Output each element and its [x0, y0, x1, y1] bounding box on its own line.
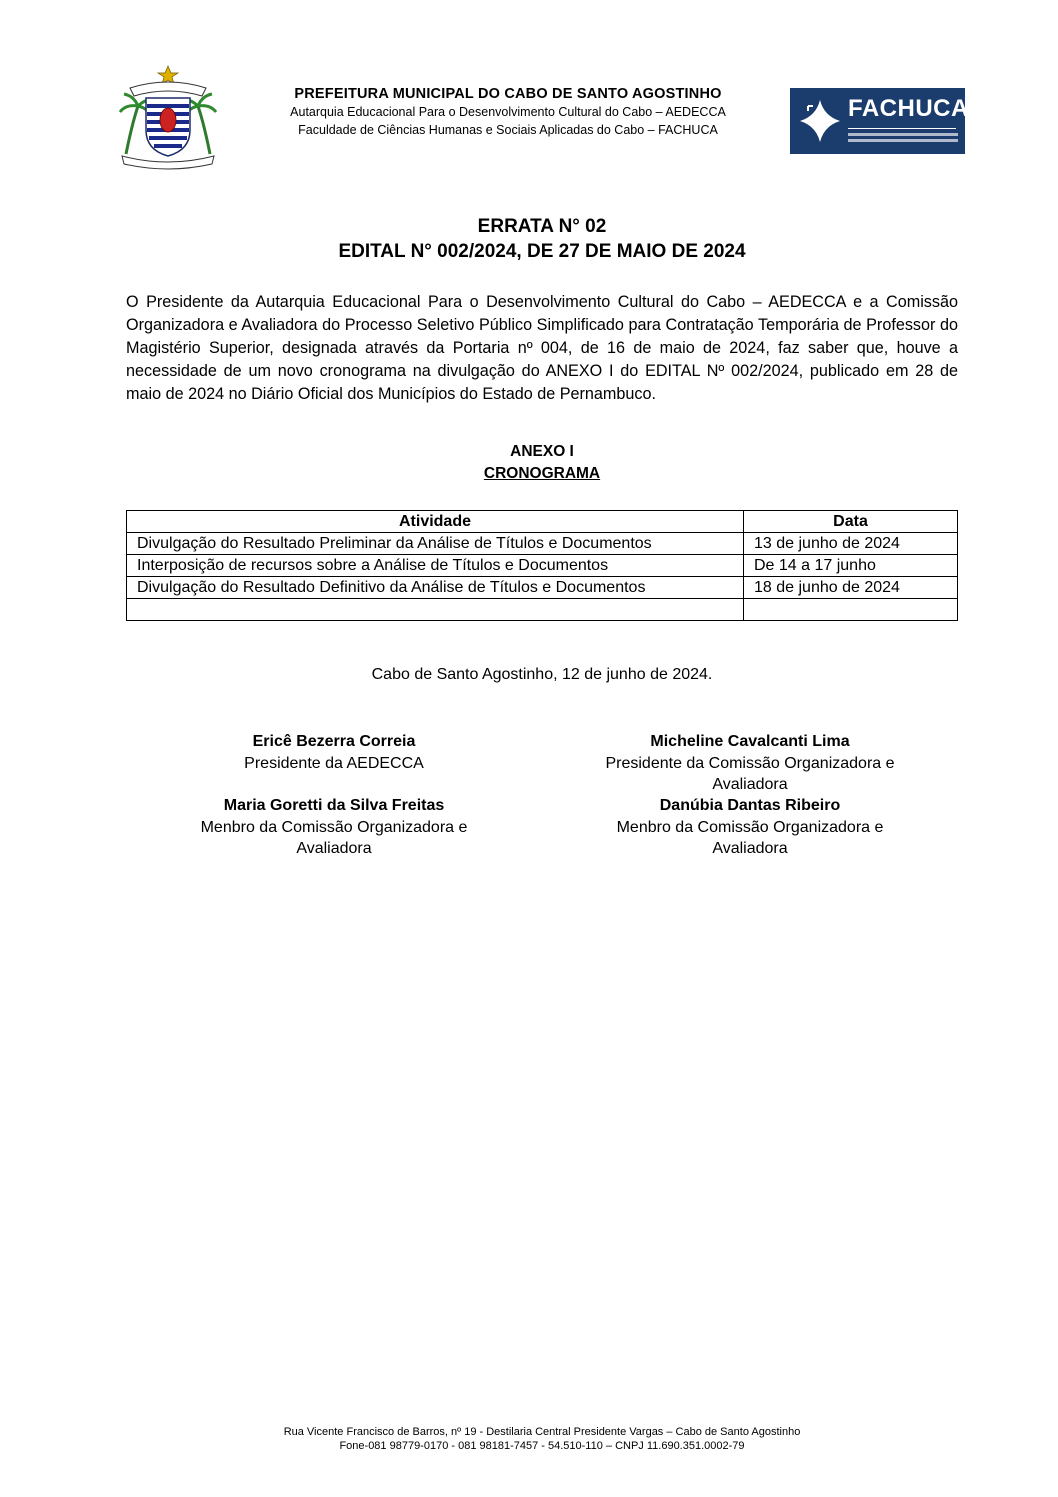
signatory-role: Menbro da Comissão Organizadora e Avaliadora [616, 818, 884, 857]
municipality-title: PREFEITURA MUNICIPAL DO CABO DE SANTO AGOSTINHO [294, 86, 722, 102]
signatory-name: Danúbia Dantas Ribeiro [659, 797, 841, 814]
coat-of-arms-logo [116, 64, 220, 170]
date-cell: 13 de junho de 2024 [744, 533, 958, 555]
activity-cell: Divulgação do Resultado Definitivo da Análise de Títulos e Documentos [127, 577, 744, 599]
activity-cell: Interposição de recursos sobre a Análise de Títulos e Documentos [127, 555, 744, 577]
signatory-name: Micheline Cavalcanti Lima [650, 733, 850, 750]
table-header-row [127, 511, 958, 533]
date-cell [744, 599, 958, 621]
annex-heading [126, 441, 958, 485]
aedecca-line: Autarquia Educacional Para o Desenvolvimento Cultural do Cabo – AEDECCA [290, 105, 726, 119]
letterhead [0, 0, 1058, 190]
fachuca-logo-text: FACHUCA [848, 95, 969, 122]
date-cell: De 14 a 17 junho [744, 555, 958, 577]
edital-title: EDITAL N° 002/2024, DE 27 DE MAIO DE 2024 [338, 241, 746, 262]
column-header-activity: Atividade [127, 511, 744, 533]
signature-block [550, 795, 950, 860]
table-row [127, 599, 958, 621]
star-icon [798, 98, 842, 144]
logo-tagline-line [848, 139, 958, 142]
fachuca-logo [790, 88, 969, 154]
logo-divider [848, 128, 956, 129]
activity-cell [127, 599, 744, 621]
footer [126, 1425, 958, 1453]
place-date: Cabo de Santo Agostinho, 12 de junho de 2024. [371, 666, 713, 683]
signatory-role: Menbro da Comissão Organizadora e Avaliadora [200, 818, 468, 857]
signature-block [550, 731, 950, 796]
schedule-table [126, 510, 958, 621]
annex-title: CRONOGRAMA [483, 465, 601, 482]
signatory-role: Presidente da Comissão Organizadora e Avaliadora [605, 754, 895, 793]
activity-cell: Divulgação do Resultado Preliminar da Análise de Títulos e Documentos [127, 533, 744, 555]
signatory-name: Maria Goretti da Silva Freitas [223, 797, 445, 814]
footer-address: Rua Vicente Francisco de Barros, nº 19 - Destilaria Central Presidente Vargas – Cabo de Santo Agostinho [283, 1426, 801, 1438]
logo-tagline-line [848, 133, 958, 136]
footer-contact: Fone-081 98779-0170 - 081 98181-7457 - 54.510-110 – CNPJ 11.690.351.0002-79 [339, 1440, 745, 1452]
annex-label: ANEXO I [510, 443, 574, 460]
column-header-date: Data [744, 511, 958, 533]
signature-block [134, 795, 534, 860]
date-cell: 18 de junho de 2024 [744, 577, 958, 599]
table-row [127, 555, 958, 577]
document-titles [126, 214, 958, 264]
table-row [127, 533, 958, 555]
body-paragraph: O Presidente da Autarquia Educacional Para o Desenvolvimento Cultural do Cabo – AEDECCA e a Comissão Organizadora e Avaliadora do Processo Seletivo Público Simplificado para Contratação Temporária de Professor do Magistério Superior, designada através da Portaria nº 004, de 16 de maio de 2024, faz saber que, houve a necessidade de um novo cronograma na divulgação do ANEXO I do EDITAL Nº 002/2024, publicado em 28 de maio de 2024 no Diário Oficial dos Municípios do Estado de Pernambuco. [126, 293, 958, 403]
table-row [127, 577, 958, 599]
fachuca-line: Faculdade de Ciências Humanas e Sociais Aplicadas do Cabo – FACHUCA [298, 123, 718, 137]
errata-title: ERRATA N° 02 [477, 216, 607, 237]
signature-block [134, 731, 534, 774]
signatory-role: Presidente da AEDECCA [244, 754, 424, 772]
signatory-name: Ericê Bezerra Correia [252, 733, 416, 750]
